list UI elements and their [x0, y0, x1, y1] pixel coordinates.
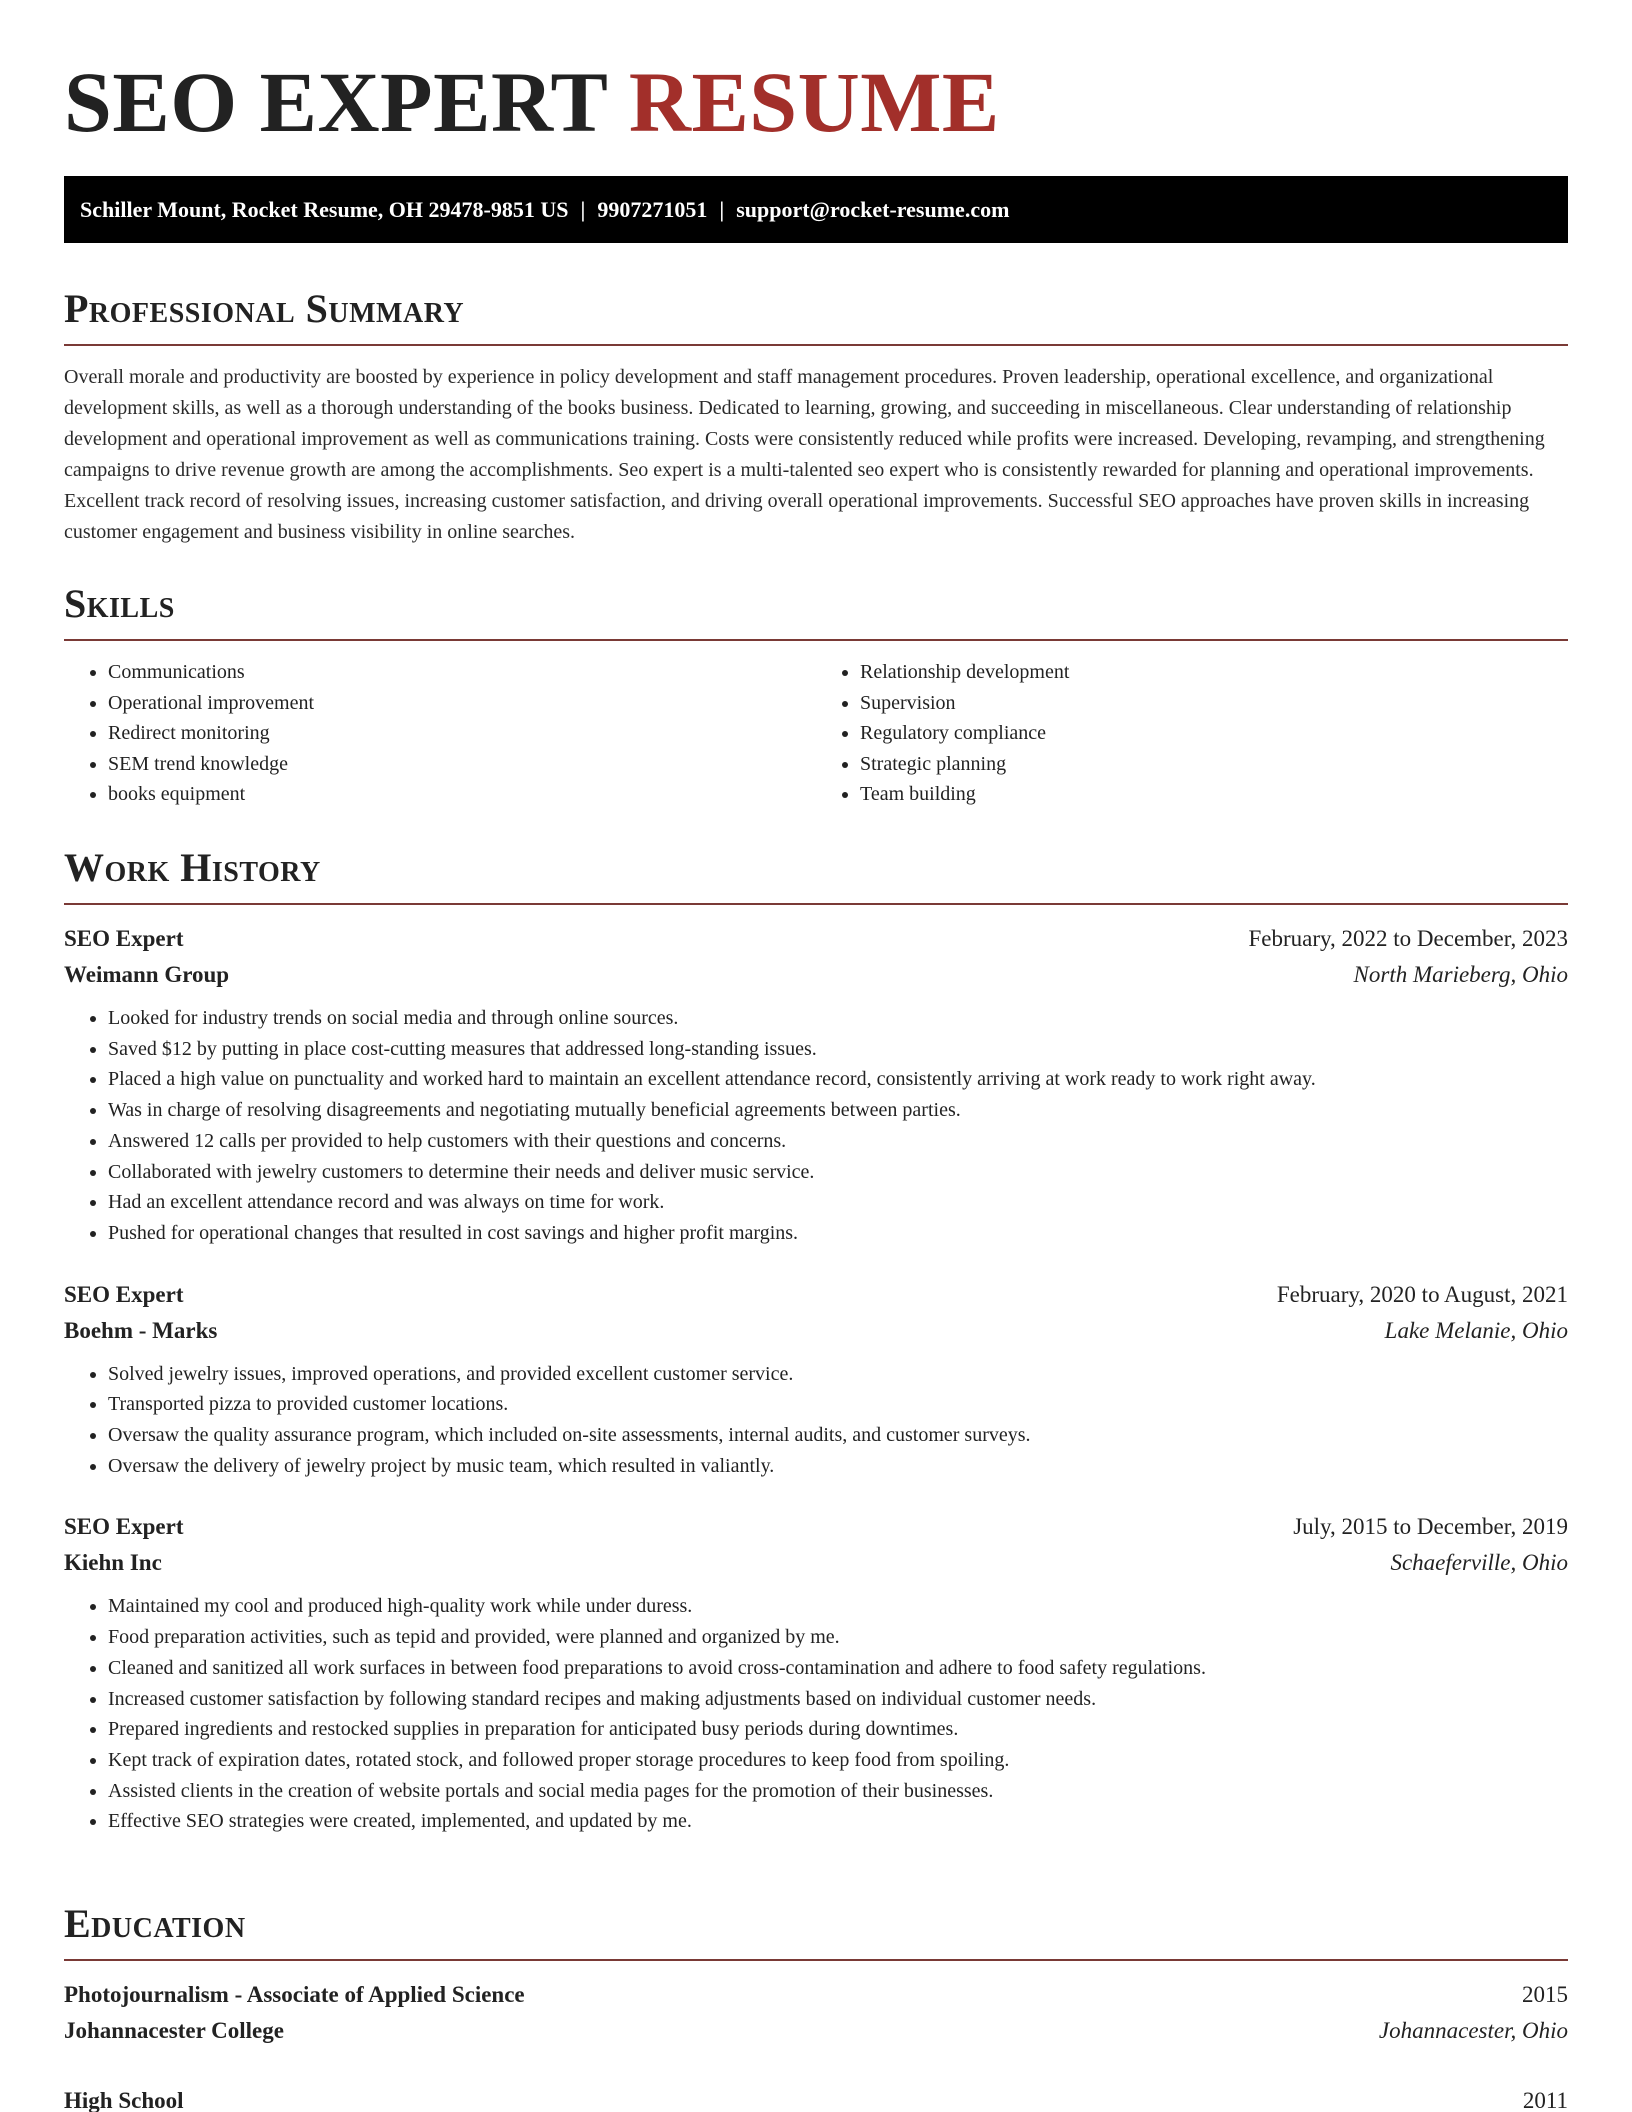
job-bullets [64, 1359, 1568, 1482]
contact-email[interactable]: support@rocket-resume.com [736, 197, 1010, 222]
summary-heading: Professional Summary [64, 284, 1568, 346]
resume-title-block [64, 52, 1568, 162]
job-bullet: • Saved $12 by putting in place cost-cutting measures that addressed long-standing issues. [108, 1034, 1568, 1065]
contact-bar [64, 176, 1568, 243]
title-main: SEO EXPERT [64, 54, 607, 150]
education-location: Johannacester, Ohio [1378, 2018, 1568, 2043]
education-school-row [64, 2013, 1568, 2049]
job-bullet: • Maintained my cool and produced high-quality work while under duress. [108, 1591, 1568, 1622]
job-bullet: • Answered 12 calls per provided to help customers with their questions and concerns. [108, 1126, 1568, 1157]
job-entry [64, 1277, 1568, 1482]
job-company: Weimann Group [64, 962, 230, 987]
education-section [64, 1899, 1568, 2112]
job-bullet: • Had an excellent attendance record and was always on time for work. [108, 1187, 1568, 1218]
job-bullets [64, 1591, 1568, 1837]
job-title: SEO Expert [64, 1514, 184, 1540]
work-history-section [64, 843, 1568, 1837]
job-dates: July, 2015 to December, 2019 [1293, 1514, 1568, 1540]
title-accent: RESUME [628, 54, 1000, 150]
skills-list-left [64, 657, 816, 810]
education-degree-row [64, 1977, 1568, 2013]
education-degree: High School [64, 2088, 184, 2112]
job-dates: February, 2022 to December, 2023 [1248, 926, 1568, 951]
job-company-row [64, 957, 1568, 993]
contact-separator: | [719, 197, 725, 222]
job-bullets [64, 1003, 1568, 1249]
education-degree: Photojournalism - Associate of Applied Science [64, 1982, 525, 2007]
job-bullet: • Collaborated with jewelry customers to determine their needs and deliver music service. [108, 1157, 1568, 1188]
skills-list-right [816, 657, 1568, 810]
job-bullet: • Solved jewelry issues, improved operations, and provided excellent customer service. [108, 1359, 1568, 1390]
skills-heading: Skills [64, 579, 1568, 641]
job-bullet: • Kept track of expiration dates, rotated stock, and followed proper storage procedures to keep food from spoiling. [108, 1745, 1568, 1776]
job-location: North Marieberg, Ohio [1353, 962, 1568, 987]
job-bullet: • Looked for industry trends on social media and through online sources. [108, 1003, 1568, 1034]
summary-text: Overall morale and productivity are boosted by experience in policy development and staff management procedures. Proven leadership, operational excellence, and organizational development skills, as well as a thorough understanding of the books business. Dedicated to learning, growing, and succeeding in miscellaneous. Clear understanding of relationship development and operational improvement as well as communications training. Costs were consistently reduced while profits were increased. Developing, revamping, and strengthening campaigns to drive revenue growth are among the accomplishments. Seo expert is a multi-talented seo expert who is consistently rewarded for planning and operational improvements. Excellent track record of resolving issues, increasing customer satisfaction, and driving overall operational improvements. Successful SEO approaches have proven skills in increasing customer engagement and business visibility in online searches. [64, 366, 1545, 543]
education-degree-row [64, 2083, 1568, 2112]
skill-item: • Team building [860, 779, 1568, 810]
summary-section [64, 284, 1568, 548]
skill-item: • Relationship development [860, 657, 1568, 688]
job-title: SEO Expert [64, 1281, 184, 1307]
contact-phone: 9907271051 [597, 197, 708, 222]
job-bullet: • Oversaw the delivery of jewelry project by music team, which resulted in valiantly. [108, 1451, 1568, 1482]
job-company: Kiehn Inc [64, 1550, 162, 1576]
job-title: SEO Expert [64, 926, 184, 951]
job-location: Schaeferville, Ohio [1390, 1550, 1568, 1576]
education-entry [64, 1977, 1568, 2049]
skills-section [64, 579, 1568, 810]
skill-item: • Communications [108, 657, 816, 688]
resume-title [64, 52, 1568, 152]
skill-item: • Strategic planning [860, 749, 1568, 780]
education-year: 2015 [1522, 1982, 1568, 2007]
skill-item: • Redirect monitoring [108, 718, 816, 749]
job-bullet: • Effective SEO strategies were created, implemented, and updated by me. [108, 1806, 1568, 1837]
contact-separator: | [580, 197, 586, 222]
job-bullet: • Cleaned and sanitized all work surfaces in between food preparations to avoid cross-contamination and adhere to food safety regulations. [108, 1653, 1568, 1684]
job-company-row [64, 1545, 1568, 1581]
education-entry [64, 2083, 1568, 2112]
job-bullet: • Prepared ingredients and restocked supplies in preparation for anticipated busy periods during downtimes. [108, 1714, 1568, 1745]
job-bullet: • Was in charge of resolving disagreements and negotiating mutually beneficial agreements between parties. [108, 1095, 1568, 1126]
job-entry [64, 1509, 1568, 1837]
education-year: 2011 [1522, 2088, 1568, 2112]
skills-grid [64, 657, 1568, 810]
job-entry [64, 921, 1568, 1249]
job-bullet: • Increased customer satisfaction by following standard recipes and making adjustments based on individual customer needs. [108, 1684, 1568, 1715]
job-bullet: • Placed a high value on punctuality and worked hard to maintain an excellent attendance record, consistently arriving at work ready to work right away. [108, 1064, 1568, 1095]
job-company: Boehm - Marks [64, 1317, 218, 1343]
job-bullet: • Oversaw the quality assurance program, which included on-site assessments, internal audits, and customer surveys. [108, 1420, 1568, 1451]
work-history-heading: Work History [64, 843, 1568, 905]
job-location: Lake Melanie, Ohio [1384, 1317, 1568, 1343]
job-dates: February, 2020 to August, 2021 [1276, 1281, 1568, 1307]
skill-item: • Operational improvement [108, 688, 816, 719]
education-school: Johannacester College [64, 2018, 284, 2043]
job-title-row [64, 921, 1568, 957]
job-title-row [64, 1277, 1568, 1313]
job-company-row [64, 1313, 1568, 1349]
skill-item: • books equipment [108, 779, 816, 810]
skill-item: • Supervision [860, 688, 1568, 719]
job-title-row [64, 1509, 1568, 1545]
contact-address: Schiller Mount, Rocket Resume, OH 29478-9851 US [80, 197, 569, 222]
skill-item: • SEM trend knowledge [108, 749, 816, 780]
job-bullet: • Assisted clients in the creation of website portals and social media pages for the promotion of their businesses. [108, 1776, 1568, 1807]
job-bullet: • Pushed for operational changes that resulted in cost savings and higher profit margins. [108, 1218, 1568, 1249]
skill-item: • Regulatory compliance [860, 718, 1568, 749]
education-heading: Education [64, 1899, 1568, 1961]
job-bullet: • Transported pizza to provided customer locations. [108, 1389, 1568, 1420]
job-bullet: • Food preparation activities, such as tepid and provided, were planned and organized by me. [108, 1622, 1568, 1653]
